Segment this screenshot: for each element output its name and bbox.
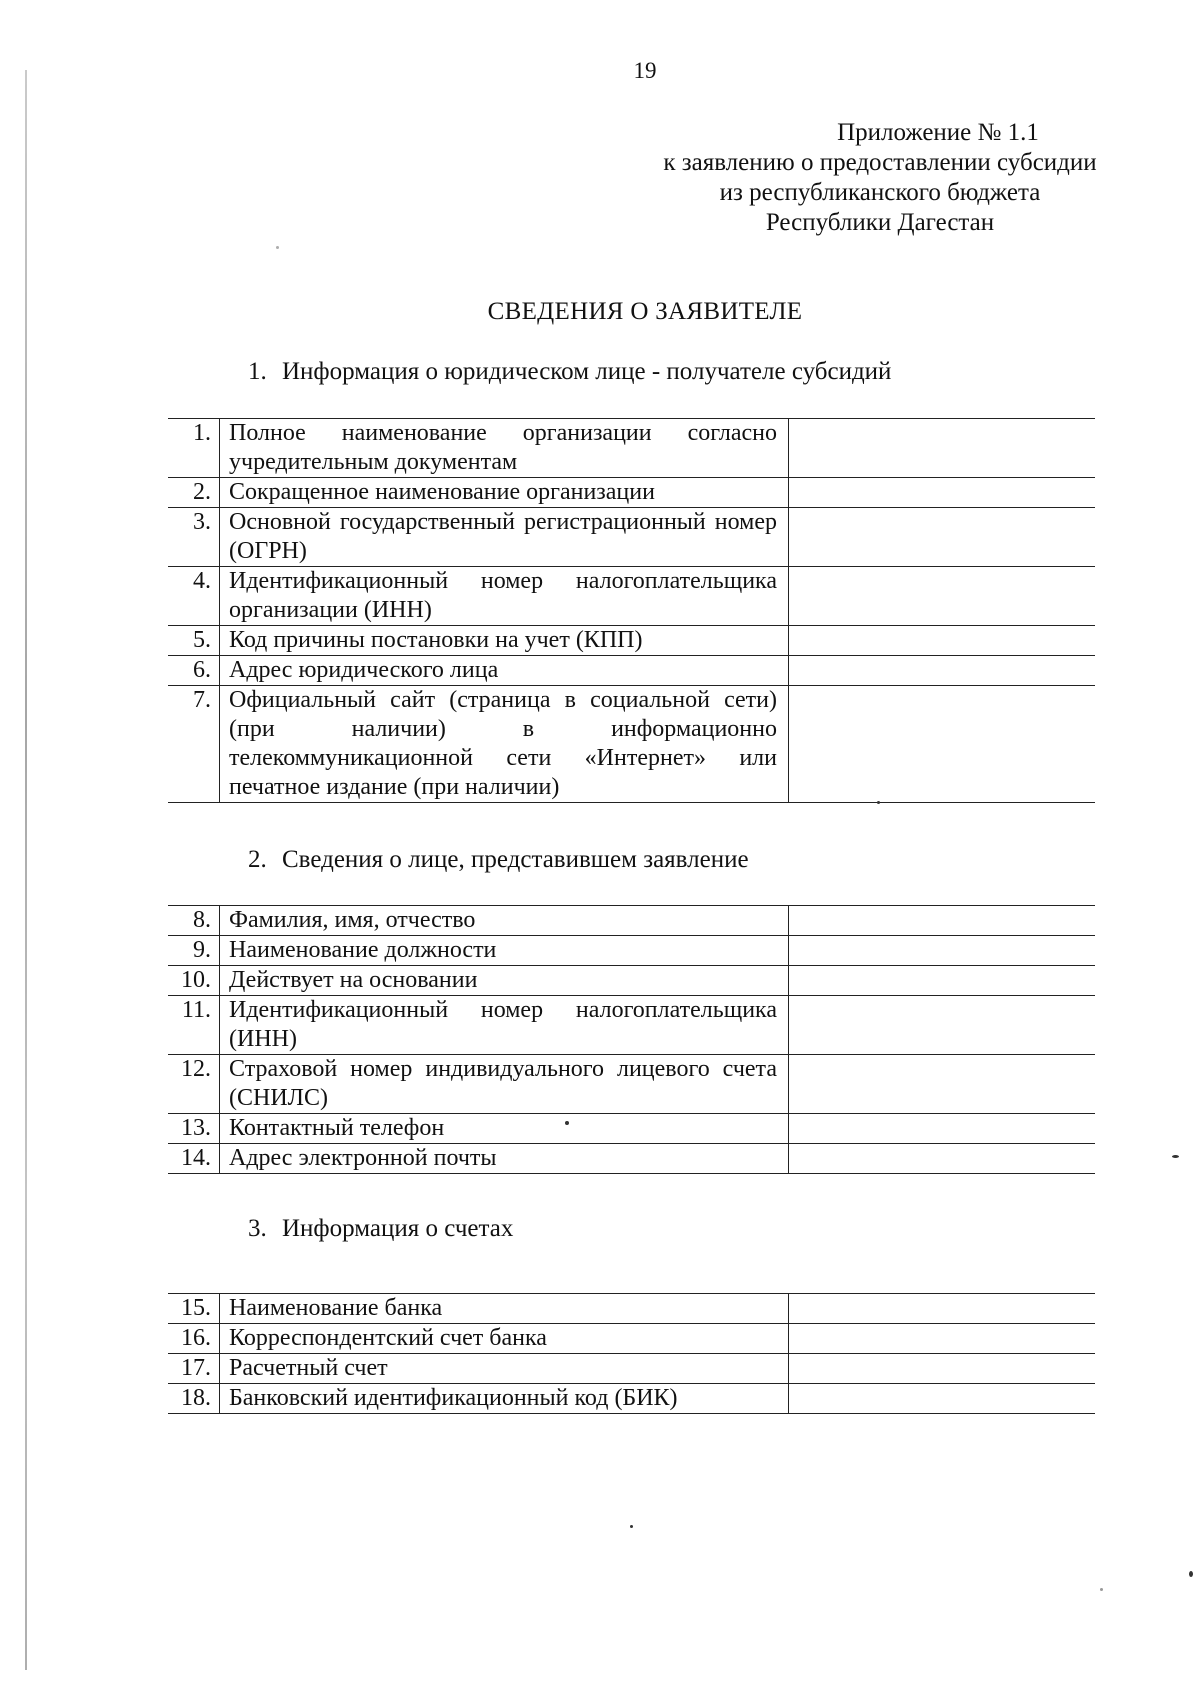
- table-row: [168, 936, 1095, 966]
- section-number: 2.: [248, 846, 267, 873]
- row-number: 10.: [168, 966, 220, 996]
- table-row: [168, 966, 1095, 996]
- row-number: 17.: [168, 1354, 220, 1384]
- row-number: 14.: [168, 1144, 220, 1174]
- row-value-field[interactable]: [789, 419, 1096, 478]
- table-row: [168, 567, 1095, 626]
- appendix-line-1: Приложение № 1.1: [837, 119, 1039, 146]
- row-value-field[interactable]: [789, 626, 1096, 656]
- row-value-field[interactable]: [789, 1354, 1096, 1384]
- scan-speck: [877, 801, 880, 804]
- scan-speck: [1189, 1571, 1193, 1577]
- row-label: Наименование банка: [220, 1294, 789, 1324]
- row-label: Страховой номер индивидуального лицевого счета (СНИЛС): [220, 1055, 789, 1114]
- row-number: 15.: [168, 1294, 220, 1324]
- row-label: Адрес электронной почты: [220, 1144, 789, 1174]
- row-value-field[interactable]: [789, 1114, 1096, 1144]
- page-number: 19: [633, 58, 657, 83]
- row-label: Основной государственный регистрационный номер (ОГРН): [220, 508, 789, 567]
- row-number: 9.: [168, 936, 220, 966]
- scan-speck: [630, 1525, 633, 1528]
- row-label: Контактный телефон: [220, 1114, 789, 1144]
- scan-speck: [565, 1121, 569, 1125]
- table-row: [168, 1144, 1095, 1174]
- row-number: 8.: [168, 906, 220, 936]
- table-row: [168, 656, 1095, 686]
- table-row: [168, 686, 1095, 803]
- row-number: 4.: [168, 567, 220, 626]
- table-row: [168, 1354, 1095, 1384]
- row-value-field[interactable]: [789, 996, 1096, 1055]
- row-value-field[interactable]: [789, 1324, 1096, 1354]
- row-value-field[interactable]: [789, 906, 1096, 936]
- row-number: 7.: [168, 686, 220, 803]
- table-row: [168, 1324, 1095, 1354]
- table-row: [168, 1055, 1095, 1114]
- row-label: Официальный сайт (страница в социальной сети) (при наличии) в информационно телекоммуникационной сети «Интернет» или печатное издание (при наличии): [220, 686, 789, 803]
- row-label: Код причины постановки на учет (КПП): [220, 626, 789, 656]
- table-row: [168, 478, 1095, 508]
- document-title: СВЕДЕНИЯ О ЗАЯВИТЕЛЕ: [487, 298, 803, 325]
- row-value-field[interactable]: [789, 1144, 1096, 1174]
- row-number: 18.: [168, 1384, 220, 1414]
- table-row: [168, 906, 1095, 936]
- row-label: Идентификационный номер налогоплательщика организации (ИНН): [220, 567, 789, 626]
- row-number: 6.: [168, 656, 220, 686]
- scan-speck: [276, 246, 279, 249]
- appendix-line-2: к заявлению о предоставлении субсидии: [663, 149, 1097, 176]
- section-number: 3.: [248, 1215, 267, 1242]
- row-number: 5.: [168, 626, 220, 656]
- section-heading-2: [248, 846, 749, 874]
- section-number: 1.: [248, 358, 267, 385]
- appendix-line-3: из республиканского бюджета: [719, 179, 1041, 206]
- row-label: Банковский идентификационный код (БИК): [220, 1384, 789, 1414]
- appendix-line-4: Республики Дагестан: [765, 209, 995, 236]
- row-number: 12.: [168, 1055, 220, 1114]
- row-label: Корреспондентский счет банка: [220, 1324, 789, 1354]
- legal-entity-table: [168, 418, 1095, 803]
- row-value-field[interactable]: [789, 567, 1096, 626]
- section-title: Информация о юридическом лице - получателе субсидий: [282, 358, 892, 385]
- table-row: [168, 626, 1095, 656]
- appendix-block: [640, 118, 1120, 238]
- row-value-field[interactable]: [789, 686, 1096, 803]
- table-row: [168, 1114, 1095, 1144]
- section-title: Информация о счетах: [282, 1215, 514, 1242]
- row-number: 3.: [168, 508, 220, 567]
- row-value-field[interactable]: [789, 478, 1096, 508]
- table-row: [168, 996, 1095, 1055]
- section-heading-3: [248, 1215, 513, 1243]
- scan-speck: [1172, 1155, 1179, 1158]
- table-row: [168, 1384, 1095, 1414]
- row-value-field[interactable]: [789, 1384, 1096, 1414]
- row-value-field[interactable]: [789, 966, 1096, 996]
- row-value-field[interactable]: [789, 1294, 1096, 1324]
- row-label: Фамилия, имя, отчество: [220, 906, 789, 936]
- row-value-field[interactable]: [789, 508, 1096, 567]
- row-label: Действует на основании: [220, 966, 789, 996]
- row-number: 16.: [168, 1324, 220, 1354]
- row-label: Адрес юридического лица: [220, 656, 789, 686]
- scan-speck: [1100, 1588, 1103, 1591]
- row-value-field[interactable]: [789, 936, 1096, 966]
- row-label: Расчетный счет: [220, 1354, 789, 1384]
- table-row: [168, 1294, 1095, 1324]
- row-number: 2.: [168, 478, 220, 508]
- row-value-field[interactable]: [789, 1055, 1096, 1114]
- section-heading-1: [248, 358, 891, 386]
- row-label: Идентификационный номер налогоплательщика (ИНН): [220, 996, 789, 1055]
- row-value-field[interactable]: [789, 656, 1096, 686]
- table-row: [168, 419, 1095, 478]
- applicant-person-table: [168, 905, 1095, 1174]
- row-label: Сокращенное наименование организации: [220, 478, 789, 508]
- row-number: 1.: [168, 419, 220, 478]
- row-number: 11.: [168, 996, 220, 1055]
- section-title: Сведения о лице, представившем заявление: [282, 846, 749, 873]
- row-number: 13.: [168, 1114, 220, 1144]
- bank-accounts-table: [168, 1293, 1095, 1414]
- row-label: Полное наименование организации согласно учредительным документам: [220, 419, 789, 478]
- table-row: [168, 508, 1095, 567]
- row-label: Наименование должности: [220, 936, 789, 966]
